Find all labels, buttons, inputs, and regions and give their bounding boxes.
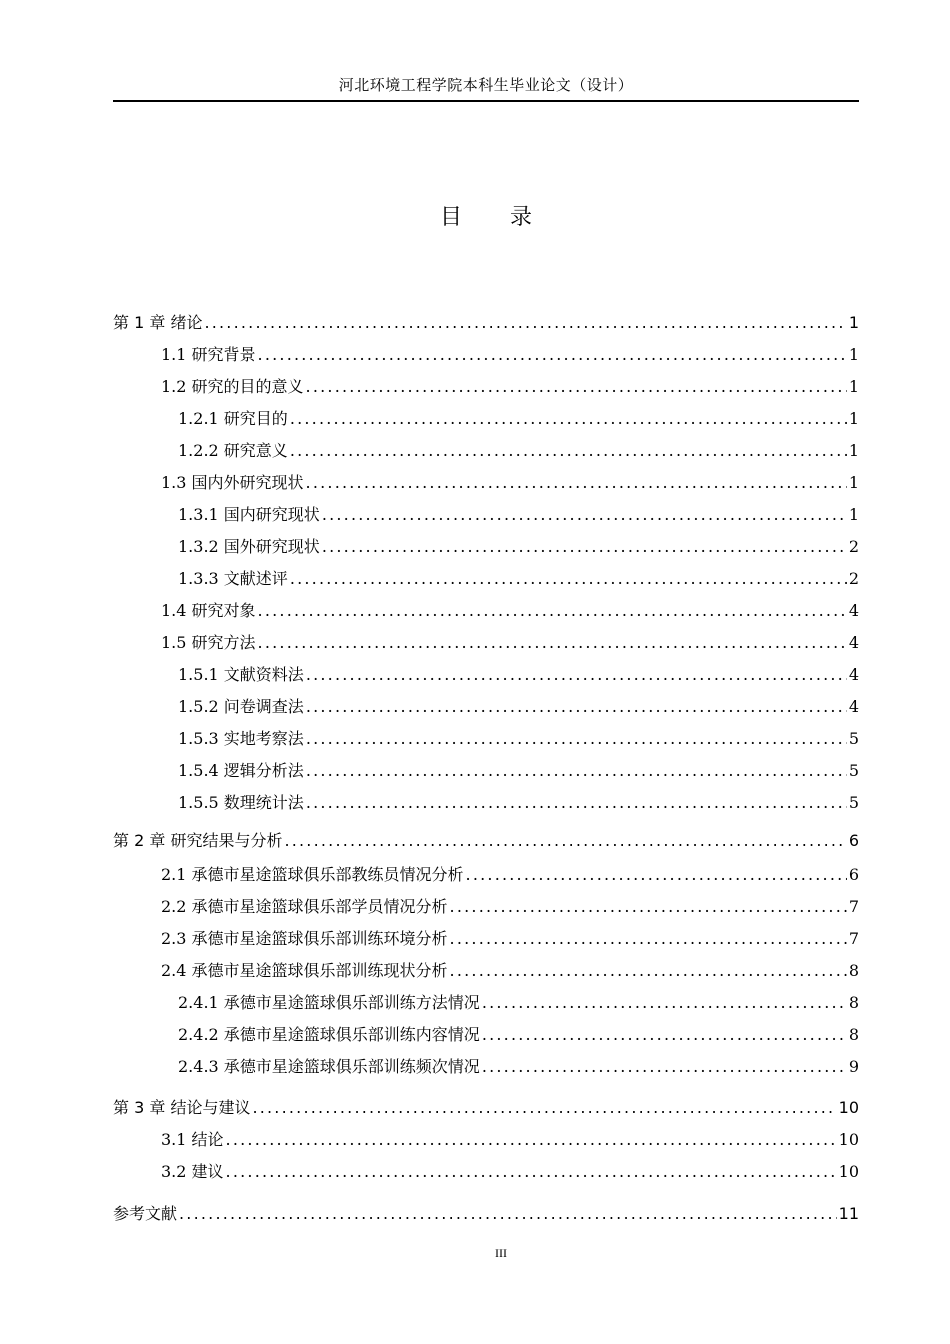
toc-leader-dots: [306, 793, 847, 813]
toc-entry-page: 2: [848, 537, 859, 556]
toc-entry-page: 4: [848, 633, 859, 652]
toc-entry-page: 2: [848, 569, 859, 588]
toc-entry-page: 1: [848, 313, 859, 332]
toc-entry-label: 1.4 研究对象: [161, 601, 256, 620]
toc-entry-page: 10: [838, 1162, 859, 1181]
toc-entry[interactable]: [178, 505, 859, 525]
toc-entry-page: 10: [838, 1098, 859, 1117]
toc-entry-page: 5: [848, 761, 859, 780]
toc-entry[interactable]: [161, 1162, 859, 1182]
toc-entry[interactable]: [178, 993, 859, 1013]
toc-entry-page: 8: [848, 1025, 859, 1044]
toc-leader-dots: [290, 409, 847, 429]
toc-entry[interactable]: [178, 1025, 859, 1045]
title-char-left: 目: [439, 205, 462, 230]
toc-entry-page: 4: [848, 665, 859, 684]
toc-entry[interactable]: [161, 929, 859, 949]
toc-entry-page: 1: [848, 441, 859, 460]
toc-entry-page: 6: [848, 831, 859, 850]
toc-entry-page: 1: [848, 345, 859, 364]
toc-leader-dots: [226, 1162, 837, 1182]
toc-entry-page: 1: [848, 409, 859, 428]
toc-entry[interactable]: [178, 1057, 859, 1077]
toc-entry-label: 1.5 研究方法: [161, 633, 256, 652]
toc-entry-label: 1.3.2 国外研究现状: [178, 537, 320, 556]
toc-entry-page: 5: [848, 729, 859, 748]
toc-entry-label: 参考文献: [113, 1204, 178, 1223]
toc-leader-dots: [306, 665, 847, 685]
toc-entry-page: 1: [848, 505, 859, 524]
toc-leader-dots: [258, 601, 847, 621]
toc-entry-label: 3.1 结论: [161, 1130, 224, 1149]
toc-entry-label: 1.3.3 文献述评: [178, 569, 288, 588]
toc-entry-page: 4: [848, 601, 859, 620]
toc-entry-label: 1.5.2 问卷调查法: [178, 697, 304, 716]
toc-entry[interactable]: [161, 1130, 859, 1150]
toc-entry[interactable]: [178, 569, 859, 589]
toc-leader-dots: [306, 377, 847, 397]
toc-chapter-entry[interactable]: [113, 831, 859, 851]
toc-entry-page: 5: [848, 793, 859, 812]
toc-leader-dots: [482, 1025, 847, 1045]
toc-entry[interactable]: [161, 865, 859, 885]
toc-entry-label: 1.3 国内外研究现状: [161, 473, 304, 492]
toc-entry-label: 1.5.1 文献资料法: [178, 665, 304, 684]
header-rule: [113, 100, 859, 102]
toc-leader-dots: [322, 505, 847, 525]
toc-entry[interactable]: [178, 537, 859, 557]
toc-leader-dots: [482, 1057, 847, 1077]
toc-entry-label: 1.3.1 国内研究现状: [178, 505, 320, 524]
toc-entry[interactable]: [178, 793, 859, 813]
toc-chapter-entry[interactable]: [113, 1204, 859, 1224]
toc-leader-dots: [306, 761, 847, 781]
toc-entry-label: 2.4.1 承德市星途篮球俱乐部训练方法情况: [178, 993, 480, 1012]
toc-entry-page: 8: [848, 961, 859, 980]
toc-entry-label: 1.1 研究背景: [161, 345, 256, 364]
toc-entry-page: 10: [838, 1130, 859, 1149]
toc-leader-dots: [450, 897, 847, 917]
toc-entry-label: 1.5.5 数理统计法: [178, 793, 304, 812]
toc-leader-dots: [450, 929, 847, 949]
toc-entry-page: 7: [848, 897, 859, 916]
toc-entry[interactable]: [161, 633, 859, 653]
toc-entry-label: 1.5.4 逻辑分析法: [178, 761, 304, 780]
toc-entry-label: 3.2 建议: [161, 1162, 224, 1181]
toc-entry[interactable]: [178, 761, 859, 781]
toc-entry-page: 1: [848, 473, 859, 492]
toc-entry-page: 4: [848, 697, 859, 716]
toc-leader-dots: [179, 1204, 837, 1224]
page-title: [113, 200, 859, 231]
toc-leader-dots: [204, 313, 846, 333]
toc-leader-dots: [466, 865, 847, 885]
toc-entry-label: 2.4 承德市星途篮球俱乐部训练现状分析: [161, 961, 448, 980]
toc-entry-label: 2.4.3 承德市星途篮球俱乐部训练频次情况: [178, 1057, 480, 1076]
toc-entry-label: 2.3 承德市星途篮球俱乐部训练环境分析: [161, 929, 448, 948]
toc-entry[interactable]: [178, 665, 859, 685]
toc-entry[interactable]: [161, 345, 859, 365]
title-char-right: 录: [510, 205, 533, 230]
toc-entry-page: 1: [848, 377, 859, 396]
toc-entry-page: 11: [838, 1204, 859, 1223]
toc-entry-label: 第 1 章 绪论: [113, 313, 203, 332]
toc-entry-page: 6: [848, 865, 859, 884]
toc-entry-label: 1.2.2 研究意义: [178, 441, 288, 460]
toc-entry[interactable]: [178, 409, 859, 429]
toc-entry-label: 第 2 章 研究结果与分析: [113, 831, 283, 850]
toc-entry-label: 2.2 承德市星途篮球俱乐部学员情况分析: [161, 897, 448, 916]
toc-leader-dots: [482, 993, 847, 1013]
toc-entry[interactable]: [161, 601, 859, 621]
toc-entry-page: 8: [848, 993, 859, 1012]
toc-entry[interactable]: [178, 441, 859, 461]
toc-entry-page: 9: [848, 1057, 859, 1076]
toc-entry-label: 第 3 章 结论与建议: [113, 1098, 251, 1117]
toc-leader-dots: [284, 831, 846, 851]
toc-leader-dots: [258, 633, 847, 653]
toc-leader-dots: [290, 441, 847, 461]
page-number: III: [495, 1246, 507, 1260]
toc-entry-label: 2.1 承德市星途篮球俱乐部教练员情况分析: [161, 865, 464, 884]
toc-leader-dots: [306, 697, 847, 717]
toc-leader-dots: [450, 961, 847, 981]
toc-entry[interactable]: [178, 697, 859, 717]
toc-chapter-entry[interactable]: [113, 313, 859, 333]
toc-leader-dots: [306, 473, 847, 493]
toc-entry[interactable]: [161, 473, 859, 493]
toc-leader-dots: [306, 729, 847, 749]
toc-chapter-entry[interactable]: [113, 1098, 859, 1118]
toc-entry[interactable]: [178, 729, 859, 749]
toc-leader-dots: [252, 1098, 836, 1118]
toc-leader-dots: [322, 537, 847, 557]
toc-entry-label: 1.2.1 研究目的: [178, 409, 288, 428]
toc-entry[interactable]: [161, 897, 859, 917]
toc-entry[interactable]: [161, 961, 859, 981]
toc-leader-dots: [290, 569, 847, 589]
toc-entry[interactable]: [161, 377, 859, 397]
toc-entry-label: 2.4.2 承德市星途篮球俱乐部训练内容情况: [178, 1025, 480, 1044]
toc-entry-label: 1.5.3 实地考察法: [178, 729, 304, 748]
toc-entry-page: 7: [848, 929, 859, 948]
toc-entry-label: 1.2 研究的目的意义: [161, 377, 304, 396]
running-header: 河北环境工程学院本科生毕业论文（设计）: [338, 76, 634, 94]
toc-leader-dots: [226, 1130, 837, 1150]
toc-leader-dots: [258, 345, 847, 365]
